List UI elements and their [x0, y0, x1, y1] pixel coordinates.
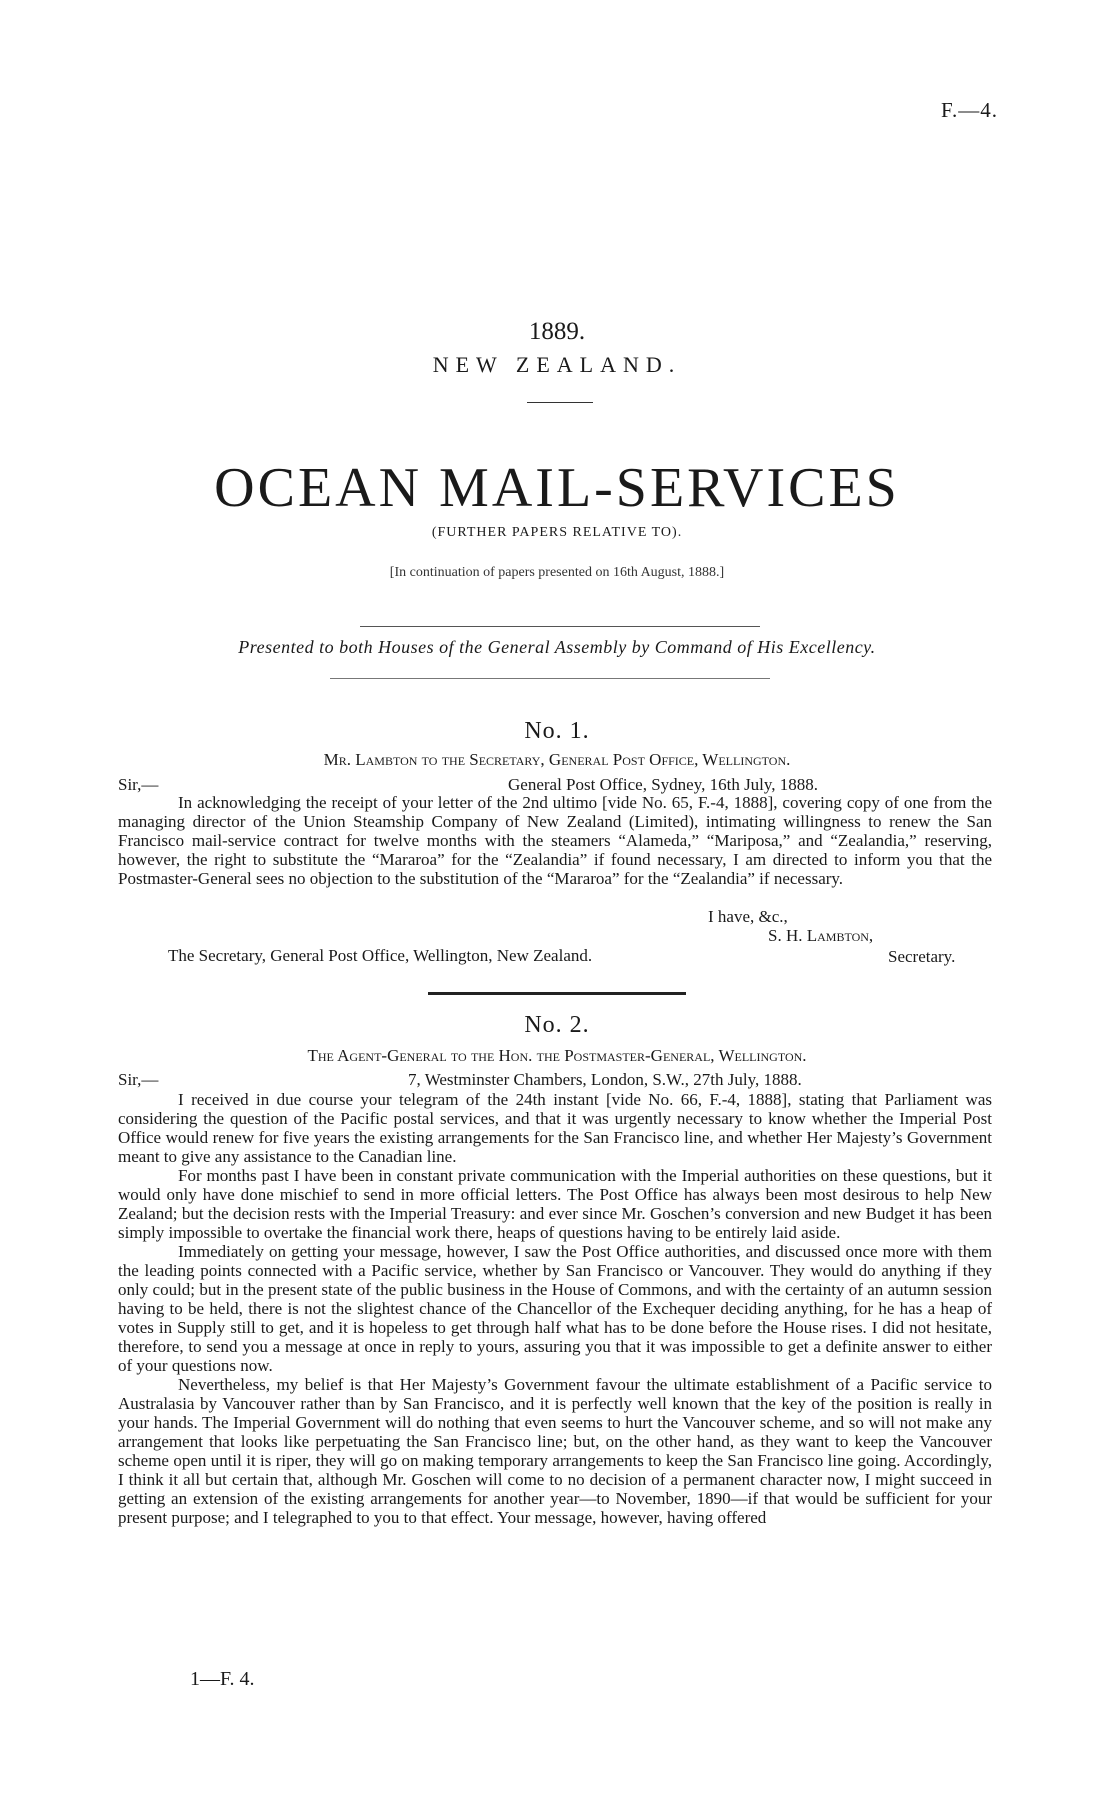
paragraph: Immediately on getting your message, however, I saw the Post Office authorities, and discussed once more with them the leading points connected with a Pacific service, whether by San Francisco or Vancouver. They would do anything if they only could; but in the present state of the public business in the House of Commons, and with the certainty of an autumn session having to be held, there is not the slightest chance of the Chancellor of the Exchequer deciding anything, for he has a heap of votes in Supply still to get, and it is hopeless to get through half what has to be done before the House rises. I did not hesitate, therefore, to send you a message at once in reply to yours, assuring you that it was impossible to get a definite answer to either of your questions now.	[118, 1242, 992, 1375]
short-rule	[527, 402, 593, 403]
paragraph: Nevertheless, my belief is that Her Majesty’s Government favour the ultimate establishment of a Pacific service to Australasia by Vancouver rather than by San Francisco, and it is perfectly well known that the key of the position is really in your hands. The Imperial Government will do nothing that even seems to hurt the Vancouver scheme, and so will not make any arrangement that looks like perpetuating the San Francisco line; but, on the other hand, as they want to keep the Vancouver scheme open until it is riper, they will go on making temporary arrangements to keep the San Francisco line going. Accordingly, I think it all but certain that, although Mr. Goschen will come to no decision of a permanent character now, I might succeed in getting an extension of the existing arrangements for another year—to November, 1890—if that would be sufficient for your present purpose; and I telegraphed to you to that effect. Your message, however, having offered	[118, 1375, 992, 1527]
page-reference: F.—4.	[941, 98, 998, 122]
country-heading: NEW ZEALAND.	[432, 352, 682, 377]
section-divider	[428, 992, 686, 995]
paragraph: For months past I have been in constant private communication with the Imperial authorities on these questions, but it would only have done mischief to send in more official letters. The Post Office has always been most desirous to help New Zealand; but the decision rests with the Imperial Treasury: and ever since Mr. Goschen’s conversion and new Budget it has been simply impossible to overtake the financial work there, heaps of questions having to be entirely laid aside.	[118, 1166, 992, 1242]
letter-1-signature: S. H. Lambton,	[768, 926, 874, 945]
letter-2-body	[118, 1090, 992, 1527]
letter-2-dateline: 7, Westminster Chambers, London, S.W., 27th July, 1888.	[408, 1070, 802, 1089]
letter-2-heading: The Agent-General to the Hon. the Postmaster-General, Wellington.	[307, 1046, 807, 1065]
letter-2-salutation: Sir,—	[118, 1070, 159, 1089]
letter-1-addressee: The Secretary, General Post Office, Wellington, New Zealand.	[168, 946, 593, 965]
presented-rule-top	[360, 626, 760, 627]
letter-1-closing: I have, &c.,	[708, 907, 788, 926]
sheet-mark: 1—F. 4.	[190, 1668, 255, 1690]
continuation-note: [In continuation of papers presented on 16th August, 1888.]	[389, 565, 725, 580]
paragraph: I received in due course your telegram of the 24th instant [vide No. 66, F.-4, 1888], stating that Parliament was considering the question of the Pacific postal services, and that it was urgently necessary to know whether the Imperial Post Office would renew for five years the existing arrangements for the San Francisco line, and whether Her Majesty’s Government meant to give any assistance to the Canadian line.	[118, 1090, 992, 1166]
letter-1-number: No. 1.	[524, 718, 590, 744]
paragraph: In acknowledging the receipt of your letter of the 2nd ultimo [vide No. 65, F.-4, 1888], covering copy of one from the managing director of the Union Steamship Company of New Zealand (Limited), intimating willingness to renew the San Francisco mail-service contract for twelve months with the steamers “Alameda,” “Mariposa,” and “Zealandia,” reserving, however, the right to substitute the “Mararoa” for the “Zealandia” if found necessary, I am directed to inform you that the Postmaster-General sees no objection to the substitution of the “Mararoa” for the “Zealandia” if necessary.	[118, 793, 992, 888]
presented-rule-bottom	[330, 678, 770, 679]
letter-1-heading: Mr. Lambton to the Secretary, General Post Office, Wellington.	[323, 750, 791, 769]
letter-1-dateline: General Post Office, Sydney, 16th July, 1888.	[508, 775, 819, 794]
year: 1889.	[528, 318, 586, 345]
document-subtitle: (FURTHER PAPERS RELATIVE TO).	[431, 525, 683, 540]
letter-1-salutation: Sir,—	[118, 775, 159, 794]
letter-1-body	[118, 793, 992, 888]
letter-1-signatory-title: Secretary.	[888, 947, 956, 966]
document-title: OCEAN MAIL-SERVICES	[214, 457, 900, 519]
presented-line: Presented to both Houses of the General Assembly by Command of His Excellency.	[238, 637, 876, 657]
letter-2-number: No. 2.	[524, 1012, 590, 1038]
